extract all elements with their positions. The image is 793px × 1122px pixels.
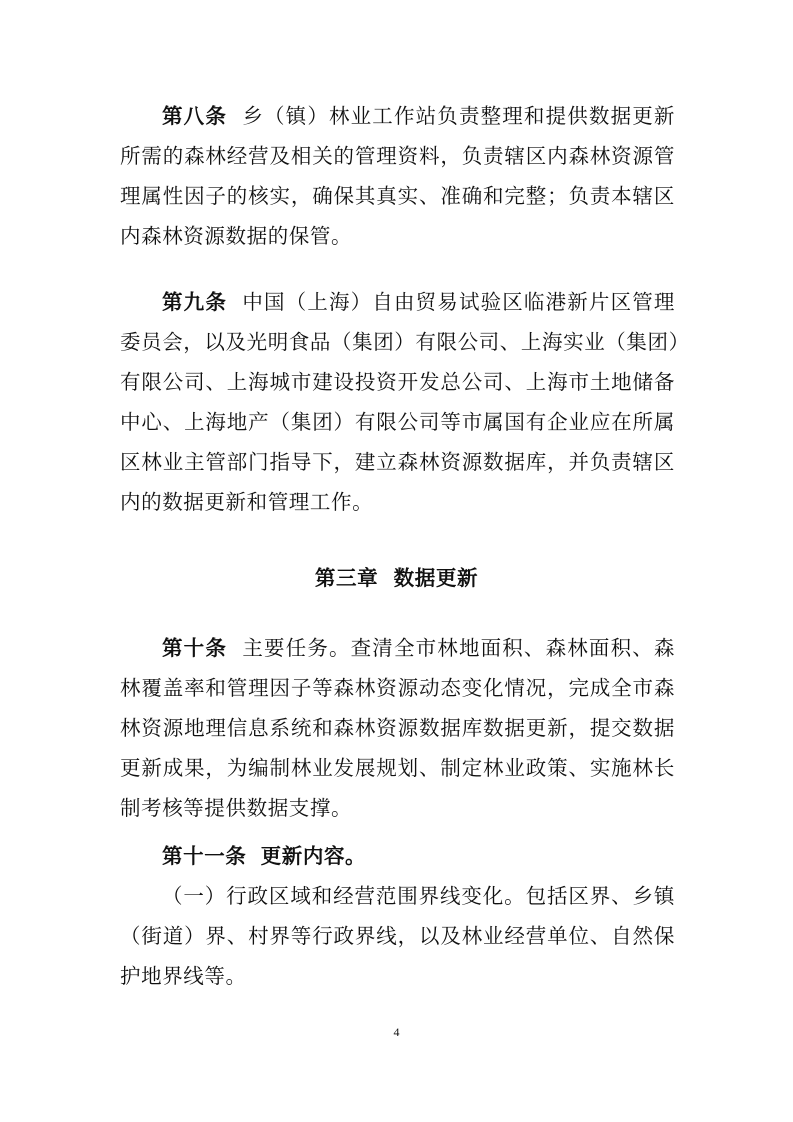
article-9-text: 中国（上海）自由贸易试验区临港新片区管理 bbox=[242, 290, 675, 314]
article-10-line-4: 更新成果，为编制林业发展规划、制定林业政策、实施林长 bbox=[120, 756, 675, 780]
article-11-line-1 bbox=[162, 836, 675, 876]
article-9-line-6: 内的数据更新和管理工作。 bbox=[120, 490, 374, 514]
article-8-line-4: 内森林资源数据的保管。 bbox=[120, 224, 353, 248]
article-9-line-5: 区林业主管部门指导下，建立森林资源数据库，并负责辖区 bbox=[120, 450, 675, 474]
article-8-text: 乡（镇）林业工作站负责整理和提供数据更新 bbox=[242, 104, 675, 128]
article-11-label: 第十一条 bbox=[162, 844, 247, 868]
article-9-line-2: 委员会，以及光明食品（集团）有限公司、上海实业（集团） bbox=[120, 330, 690, 354]
article-11-text: 更新内容。 bbox=[260, 844, 367, 868]
article-8-line-2: 所需的森林经营及相关的管理资料，负责辖区内森林资源管 bbox=[120, 144, 675, 168]
article-10-line-5: 制考核等提供数据支撑。 bbox=[120, 796, 353, 820]
article-9-line-3: 有限公司、上海城市建设投资开发总公司、上海市土地储备 bbox=[120, 370, 675, 394]
article-10-label: 第十条 bbox=[162, 636, 227, 660]
article-9-line-1 bbox=[162, 282, 675, 322]
article-9-line-4: 中心、上海地产（集团）有限公司等市属国有企业应在所属 bbox=[120, 410, 675, 434]
article-11-item-1-line-2: （街道）界、村界等行政界线，以及林业经营单位、自然保 bbox=[120, 924, 675, 948]
article-10-line-1 bbox=[162, 628, 675, 668]
article-9-label: 第九条 bbox=[162, 290, 227, 314]
article-10-text: 主要任务。查清全市林地面积、森林面积、森 bbox=[242, 636, 675, 660]
article-8-label: 第八条 bbox=[162, 104, 227, 128]
article-8-line-3: 理属性因子的核实，确保其真实、准确和完整；负责本辖区 bbox=[120, 184, 675, 208]
article-10-line-3: 林资源地理信息系统和森林资源数据库数据更新，提交数据 bbox=[120, 716, 675, 740]
article-11-item-1-line-3: 护地界线等。 bbox=[120, 964, 247, 988]
article-11-item-1-line-1: （一）行政区域和经营范围界线变化。包括区界、乡镇 bbox=[162, 884, 675, 908]
chapter-3-heading: 第三章 数据更新 bbox=[314, 566, 479, 590]
page-number: 4 bbox=[393, 1025, 400, 1039]
article-8-line-1 bbox=[162, 96, 675, 136]
article-10-line-2: 林覆盖率和管理因子等森林资源动态变化情况，完成全市森 bbox=[120, 676, 675, 700]
